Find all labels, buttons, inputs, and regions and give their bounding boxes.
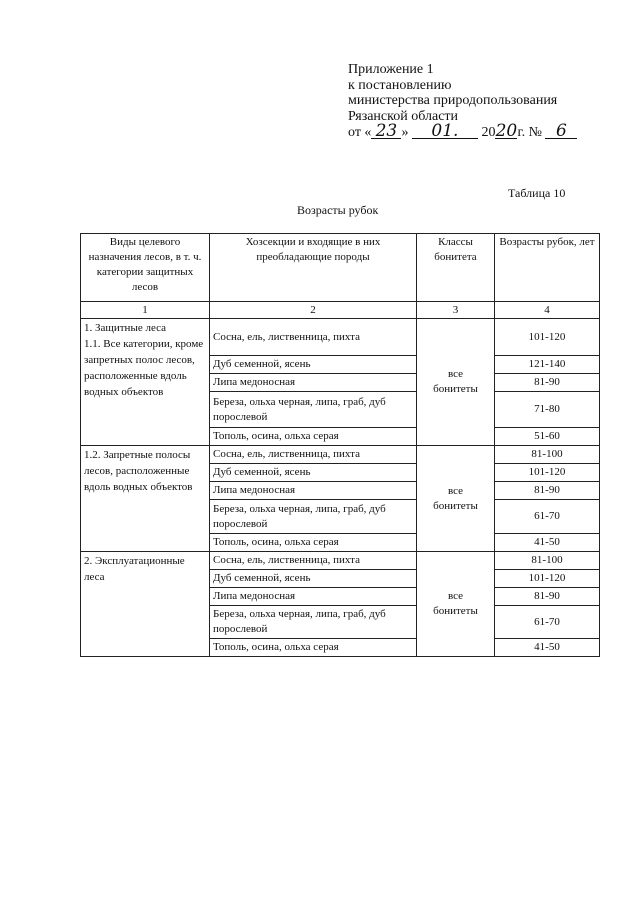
table-row [81,319,600,356]
species-cell: Сосна, ель, лиственница, пихта [210,552,417,570]
cutting-age-cell: 61-70 [495,606,600,639]
species-cell: Сосна, ель, лиственница, пихта [210,319,417,356]
cutting-age-cell: 101-120 [495,464,600,482]
cutting-age-cell: 41-50 [495,639,600,657]
forest-category-cell: 1.2. Запретные полосы лесов, расположенные вдоль водных объектов [81,446,210,552]
forest-category-cell: 2. Эксплуатационные леса [81,552,210,657]
appendix-line: к постановлению [348,77,452,93]
header-cell: Хозсекции и входящие в них преобладающие породы [210,234,417,302]
species-cell: Дуб семенной, ясень [210,570,417,588]
appendix-line: Приложение 1 [348,62,434,77]
cutting-age-table [80,233,600,657]
cutting-age-cell: 81-90 [495,482,600,500]
handwritten-number: 6 [545,124,577,139]
column-number: 2 [210,302,417,319]
species-cell: Береза, ольха черная, липа, граб, дуб порослевой [210,500,417,534]
forest-category-cell: 1. Защитные леса 1.1. Все категории, кроме запретных полос лесов, расположенные вдоль водных объектов [81,319,210,446]
species-cell: Тополь, осина, ольха серая [210,639,417,657]
column-number: 1 [81,302,210,319]
species-cell: Тополь, осина, ольха серая [210,534,417,552]
header-cell: Возрасты рубок, лет [495,234,600,302]
cutting-age-cell: 101-120 [495,570,600,588]
header-row [81,234,600,302]
header-cell: Классы бонитета [417,234,495,302]
year-suffix: г. № [517,125,542,140]
species-cell: Сосна, ель, лиственница, пихта [210,446,417,464]
cutting-age-cell: 41-50 [495,534,600,552]
species-cell: Дуб семенной, ясень [210,356,417,374]
table-label: Таблица 10 [508,186,566,200]
appendix-line: Рязанской области [348,108,459,124]
page-title: Возрасты рубок [297,203,379,217]
cutting-age-cell: 71-80 [495,392,600,428]
species-cell: Липа медоносная [210,482,417,500]
cutting-age-cell: 81-90 [495,588,600,606]
bonitet-cell: все бонитеты [417,446,495,552]
species-cell: Липа медоносная [210,374,417,392]
year-prefix: 20 [481,125,496,140]
header-cell: Виды целевого назначения лесов, в т. ч. категории защитных лесов [81,234,210,302]
bonitet-cell: все бонитеты [417,552,495,657]
cutting-age-cell: 121-140 [495,356,600,374]
appendix-block [348,62,577,141]
table-row [81,552,600,570]
handwritten-year: 20 [495,121,518,141]
column-number-row [81,302,600,319]
handwritten-month: 01. [412,124,478,139]
species-cell: Береза, ольха черная, липа, граб, дуб порослевой [210,392,417,428]
date-prefix: от « [348,125,372,140]
species-cell: Дуб семенной, ясень [210,464,417,482]
cutting-age-cell: 61-70 [495,500,600,534]
column-number: 3 [417,302,495,319]
appendix-line: министерства природопользования [348,93,558,108]
cutting-age-cell: 81-100 [495,552,600,570]
bonitet-cell: все бонитеты [417,319,495,446]
column-number: 4 [495,302,600,319]
cutting-age-cell: 51-60 [495,428,600,446]
species-cell: Липа медоносная [210,588,417,606]
cutting-age-cell: 81-100 [495,446,600,464]
handwritten-day: 23 [371,124,401,139]
cutting-age-cell: 101-120 [495,319,600,356]
species-cell: Тополь, осина, ольха серая [210,428,417,446]
table-row [81,446,600,464]
resolution-date-line [348,121,577,141]
date-close: » [401,125,409,140]
cutting-age-cell: 81-90 [495,374,600,392]
species-cell: Береза, ольха черная, липа, граб, дуб порослевой [210,606,417,639]
